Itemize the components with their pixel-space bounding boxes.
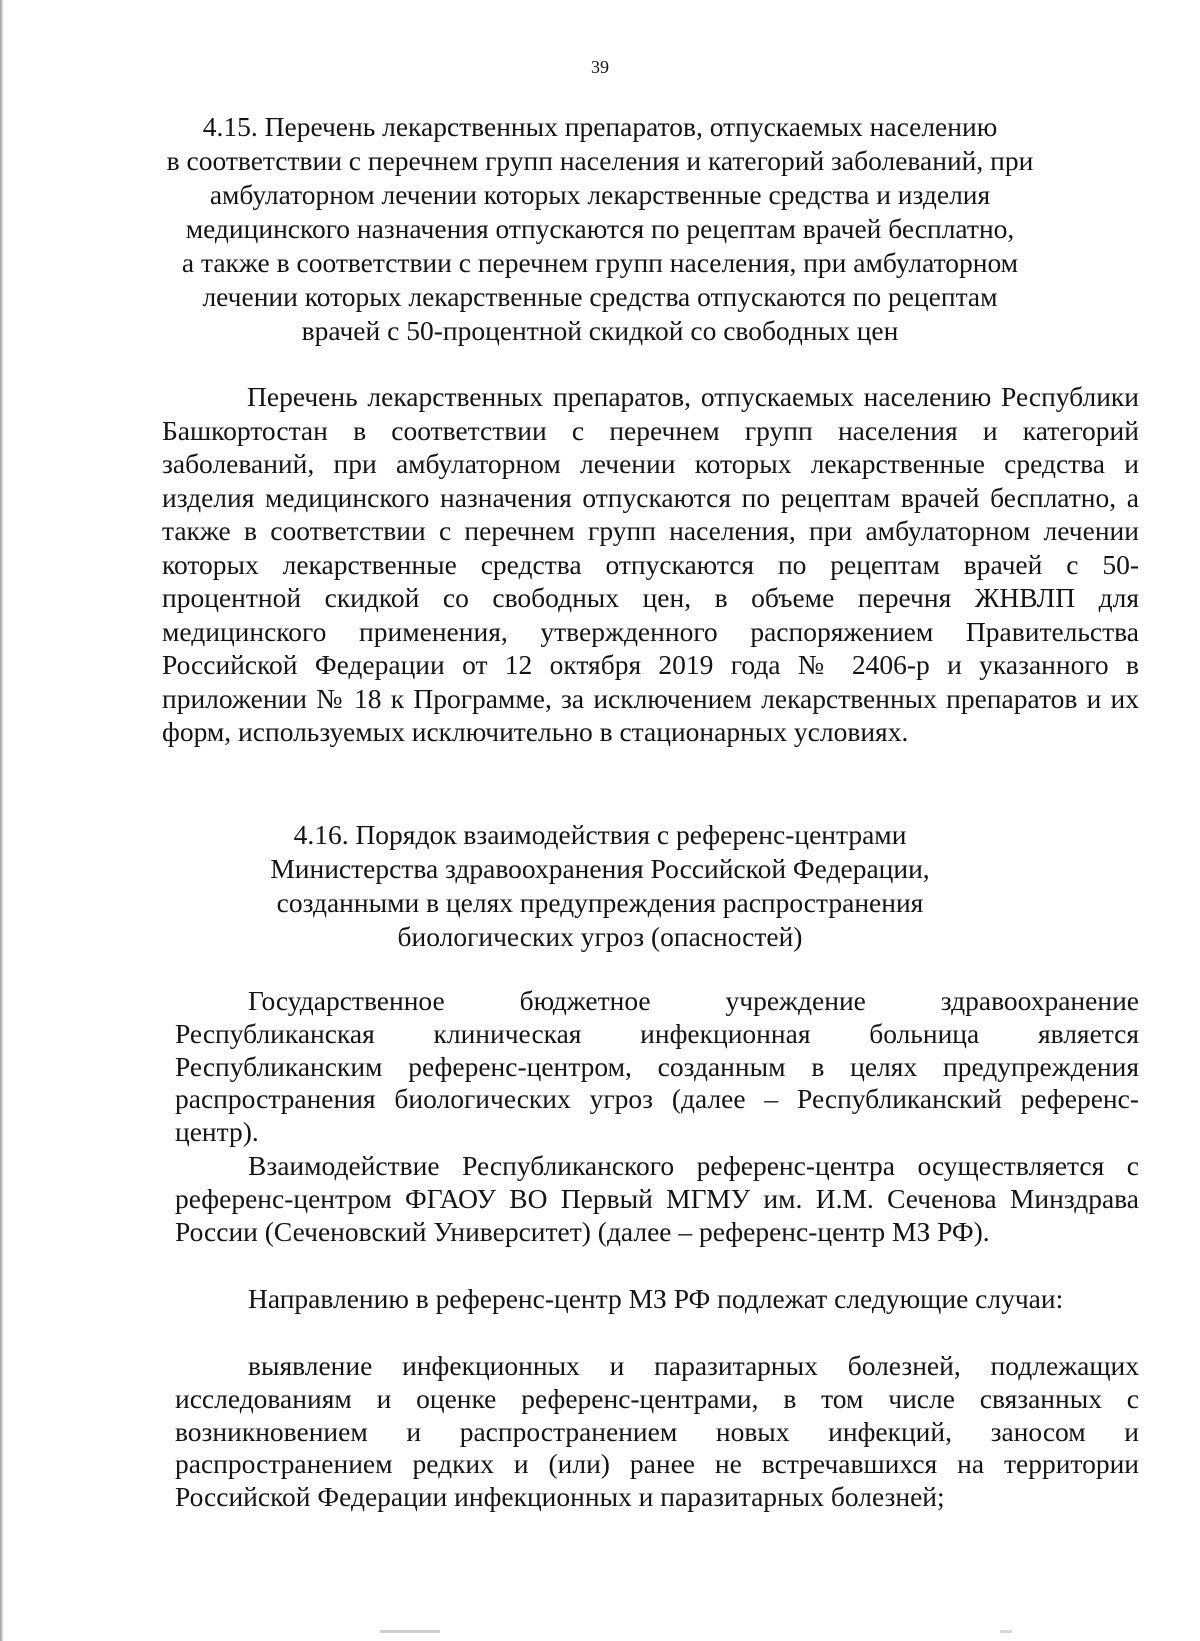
section-4-15-body: Перечень лекарственных препаратов, отпускаемых населению Республики Башкортостан в соответствии с перечнем групп населения и категорий заболеваний, при амбулаторном лечении которых лекарственные средства и изделия медицинского назначения отпускаются по рецептам врачей бесплатно, а также в соответствии с перечнем групп населения, при амбулаторном лечении которых лекарственные средства отпускаются по рецептам врачей с 50-процентной скидкой со свободных цен, в объеме перечня ЖНВЛП для медицинского применения, утвержденного распоряжением Правительства Российской Федерации от 12 октября 2019 года № 2406-р и указанного в приложении № 18 к Программе, за исключением лекарственных препаратов и их форм, используемых исключительно в стационарных условиях. bbox=[162, 381, 1139, 747]
heading-line: 4.16. Порядок взаимодействия с референс-центрами bbox=[293, 819, 907, 850]
heading-line: биологических угроз (опасностей) bbox=[397, 921, 803, 952]
paragraph-interaction: Взаимодействие Республиканского референс-центра осуществляется с референс-центром ФГАОУ ВО Первый МГМУ им. И.М. Сеченова Минздрава России (Сеченовский Университет) (далее – референс-центр МЗ РФ). bbox=[175, 1150, 1139, 1247]
heading-line: в соответствии с перечнем групп населения и категорий заболеваний, при bbox=[166, 145, 1034, 176]
scan-edge bbox=[0, 0, 3, 1641]
heading-line: врачей с 50-процентной скидкой со свободных цен bbox=[301, 315, 899, 346]
page-number: 39 bbox=[591, 57, 609, 77]
heading-line: а также в соответствии с перечнем групп населения, при амбулаторном bbox=[181, 247, 1019, 278]
scan-smudge bbox=[1000, 1630, 1012, 1633]
section-4-15-heading bbox=[150, 110, 1050, 348]
scan-smudge bbox=[380, 1630, 440, 1633]
heading-line: Министерства здравоохранения Российской Федерации, bbox=[270, 853, 930, 884]
heading-line: амбулаторном лечении которых лекарственные средства и изделия bbox=[209, 179, 991, 210]
heading-line: 4.15. Перечень лекарственных препаратов, отпускаемых населению bbox=[202, 111, 998, 142]
heading-line: лечении которых лекарственные средства отпускаются по рецептам bbox=[202, 281, 998, 312]
paragraph-reference-center: Государственное бюджетное учреждение здравоохранение Республиканская клиническая инфекционная больница является Республиканским референс-центром, созданным в целях предупреждения распространения биологических угроз (далее – Республиканский референс-центр). bbox=[175, 985, 1139, 1148]
heading-line: медицинского назначения отпускаются по рецептам врачей бесплатно, bbox=[185, 213, 1015, 244]
paragraph-case-item: выявление инфекционных и паразитарных болезней, подлежащих исследованиям и оценке референс-центрами, в том числе связанных с возникновением и распространением новых инфекций, заносом и распространением редких и (или) ранее не встречавшихся на территории Российской Федерации инфекционных и паразитарных болезней; bbox=[175, 1350, 1139, 1513]
heading-line: созданными в целях предупреждения распространения bbox=[276, 887, 924, 918]
section-4-16-heading bbox=[200, 818, 1000, 954]
paragraph-cases-intro: Направлению в референс-центр МЗ РФ подлежат следующие случаи: bbox=[248, 1283, 1064, 1314]
